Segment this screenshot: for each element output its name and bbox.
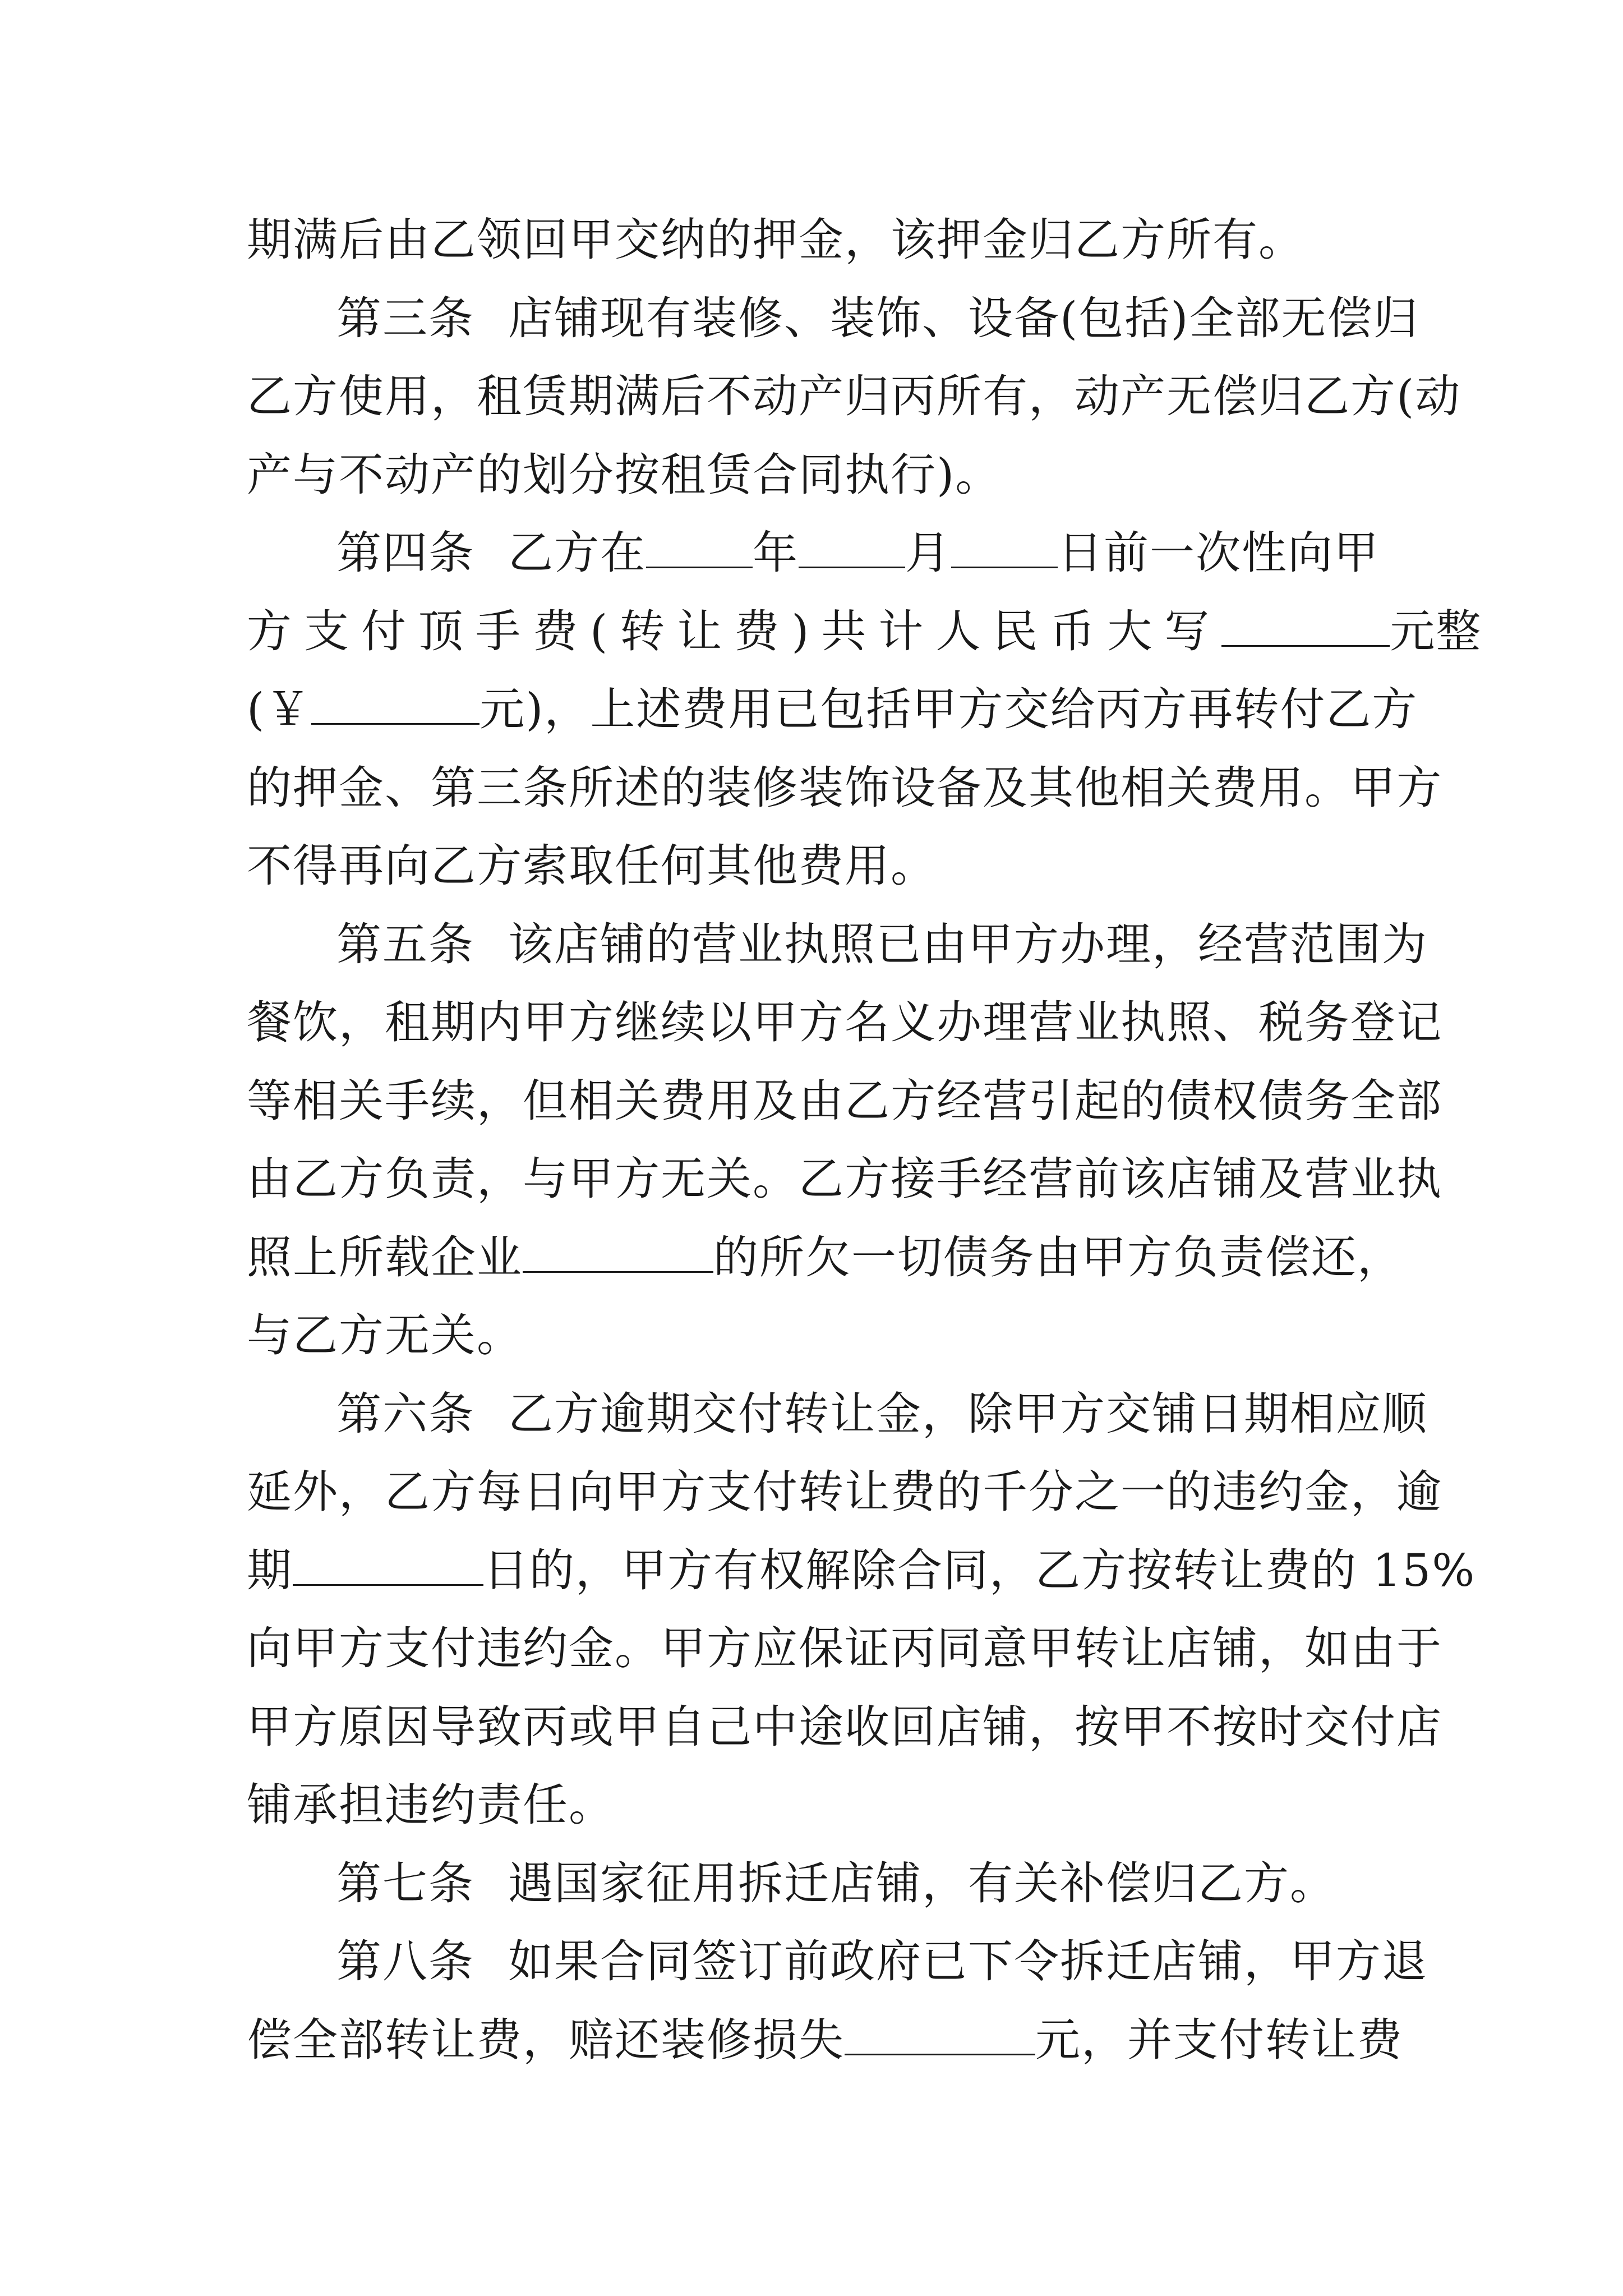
article-6-line-6	[247, 1766, 1385, 1844]
month-blank[interactable]	[799, 524, 905, 568]
article-7-text: 遇国家征用拆迁店铺，有关补偿归乙方。	[508, 1857, 1336, 1910]
day-blank[interactable]	[951, 524, 1058, 568]
article-3-line-1	[247, 279, 1419, 358]
article-4-text: 元整	[1390, 605, 1482, 657]
article-5-text: 照上所载企业	[247, 1231, 523, 1283]
article-6-line-3	[247, 1531, 1476, 1610]
article-8-text: 元，并支付转让费	[1035, 2013, 1403, 2066]
enterprise-name-blank[interactable]	[523, 1228, 713, 1273]
article-6-text: 延外，乙方每日向甲方支付转让费的千分之一的违约金，逾	[247, 1466, 1442, 1518]
article-3-line-3	[247, 436, 1385, 514]
article-7-line-1	[247, 1844, 1385, 1923]
article-6-text: 甲方原因导致丙或甲自己中途收回店铺，按甲不按时交付店	[247, 1700, 1442, 1753]
article-4-text: (￥	[247, 683, 312, 735]
article-4-line-5	[247, 827, 1385, 905]
article-6-line-4	[247, 1609, 1442, 1688]
article-8-line-1	[247, 1922, 1428, 2001]
article-5-line-2	[247, 983, 1442, 1062]
article-5-line-4	[247, 1140, 1442, 1218]
article-4-text: 月	[905, 527, 951, 579]
article-8-text: 如果合同签订前政府已下令拆迁店铺，甲方退	[508, 1935, 1428, 1987]
article-4-text: 乙方在	[508, 527, 646, 579]
article-6-line-1	[247, 1375, 1428, 1453]
article-5-text: 等相关手续，但相关费用及由乙方经营引起的债权债务全部	[247, 1074, 1442, 1127]
article-5-line-3	[247, 1062, 1442, 1140]
article-6-text: 乙方逾期交付转让金，除甲方交铺日期相应顺	[508, 1387, 1428, 1440]
article-6-line-2	[247, 1453, 1442, 1531]
article-4-line-3	[247, 670, 1418, 749]
year-blank[interactable]	[646, 524, 753, 568]
paragraph-line	[247, 201, 1385, 279]
article-8-text: 偿全部转让费，赔还装修损失	[247, 2013, 845, 2066]
article-3-text: 店铺现有装修、装饰、设备(包括)全部无偿归	[508, 292, 1419, 344]
article-5-text: 餐饮，租期内甲方继续以甲方名义办理营业执照、税务登记	[247, 996, 1442, 1048]
article-5-label: 第五条	[336, 918, 474, 970]
article-5-line-1	[247, 905, 1428, 984]
article-5-text: 的所欠一切债务由甲方负责偿还，	[713, 1231, 1403, 1283]
article-4-line-2	[247, 592, 1482, 671]
article-5-text: 该店铺的营业执照已由甲方办理，经营范围为	[508, 918, 1428, 970]
article-4-text: 日前一次性向甲	[1058, 527, 1380, 579]
article-4-line-1	[247, 514, 1385, 592]
article-6-text: 铺承担违约责任。	[247, 1779, 615, 1831]
article-5-line-5	[247, 1218, 1403, 1297]
article-6-text: 期	[247, 1544, 293, 1596]
article-6-label: 第六条	[336, 1387, 474, 1440]
article-3-line-2	[247, 357, 1461, 436]
article-4-label: 第四条	[336, 527, 474, 579]
article-6-text: 日的，甲方有权解除合同，乙方按转让费的 15%	[483, 1544, 1476, 1596]
article-3-text: 乙方使用，租赁期满后不动产归丙所有，动产无偿归乙方(动	[247, 370, 1461, 422]
article-4-text: 方支付顶手费(转让费)共计人民币大写	[247, 605, 1222, 657]
article-6-text: 向甲方支付违约金。甲方应保证丙同意甲转让店铺，如由于	[247, 1622, 1442, 1674]
renovation-loss-blank[interactable]	[845, 2011, 1035, 2055]
article-5-text: 与乙方无关。	[247, 1309, 523, 1361]
amount-words-blank[interactable]	[1221, 602, 1390, 647]
article-4-line-4	[247, 749, 1442, 827]
article-4-text: 年	[753, 527, 799, 579]
article-6-line-5	[247, 1688, 1442, 1766]
amount-figure-blank[interactable]	[311, 680, 479, 725]
article-3-text: 产与不动产的划分按租赁合同执行)。	[247, 448, 1002, 501]
article-4-text: 的押金、第三条所述的装修装饰设备及其他相关费用。甲方	[247, 761, 1442, 814]
article-4-text: 元)，上述费用已包括甲方交给丙方再转付乙方	[479, 683, 1418, 735]
article-7-label: 第七条	[336, 1857, 474, 1910]
contract-body	[247, 201, 1482, 2079]
article-4-text: 不得再向乙方索取任何其他费用。	[247, 840, 937, 892]
paragraph-text: 期满后由乙领回甲交纳的押金，该押金归乙方所有。	[247, 214, 1304, 266]
article-3-label: 第三条	[336, 292, 474, 344]
article-8-label: 第八条	[336, 1935, 474, 1987]
article-5-text: 由乙方负责，与甲方无关。乙方接手经营前该店铺及营业执	[247, 1153, 1442, 1205]
overdue-days-blank[interactable]	[293, 1542, 483, 1586]
article-8-line-2	[247, 2001, 1403, 2079]
article-5-line-6	[247, 1296, 1385, 1375]
